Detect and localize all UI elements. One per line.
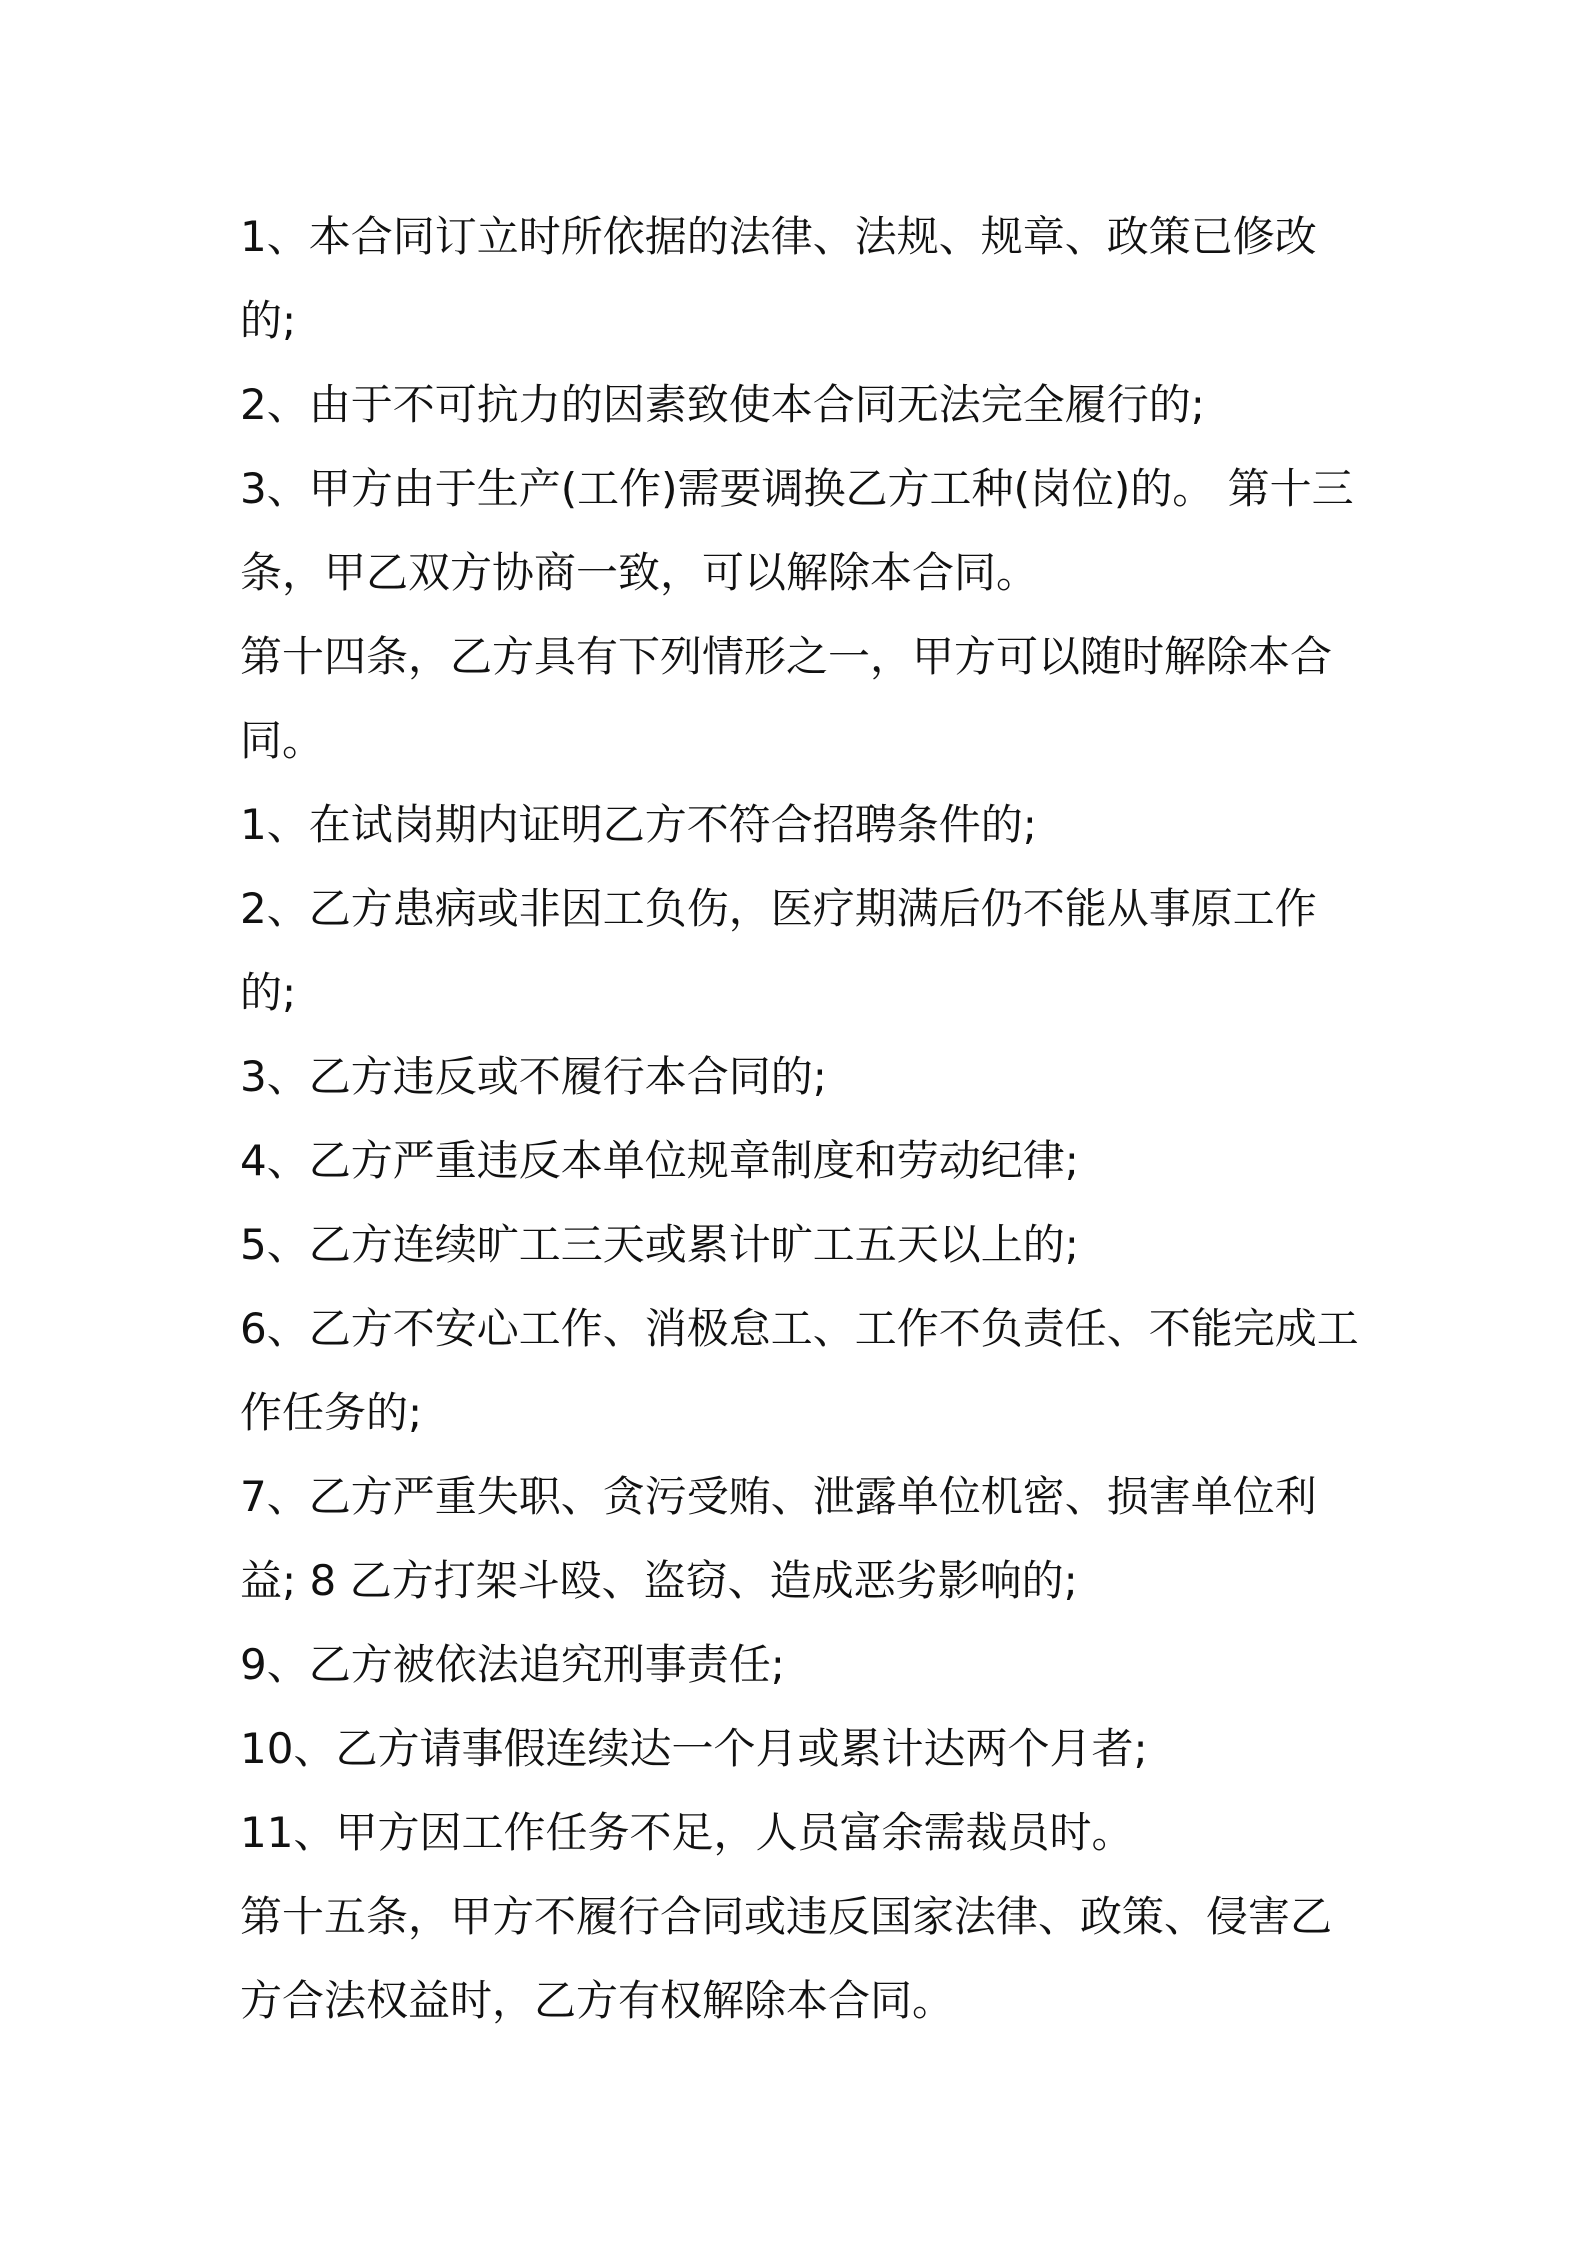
article-paragraph: 第十四条，乙方具有下列情形之一，甲方可以随时解除本合同。 (240, 632, 1333, 765)
clause-paragraph: 1、在试岗期内证明乙方不符合招聘条件的; (240, 800, 1037, 849)
clause-paragraph: 11、甲方因工作任务不足，人员富余需裁员时。 (240, 1808, 1134, 1857)
clause-paragraph: 5、乙方连续旷工三天或累计旷工五天以上的; (240, 1220, 1079, 1269)
clause-paragraph: 7、乙方严重失职、贪污受贿、泄露单位机密、损害单位利益; 8 乙方打架斗殴、盗窃、造成恶劣影响的; (240, 1472, 1317, 1605)
clause-paragraph: 10、乙方请事假连续达一个月或累计达两个月者; (240, 1724, 1148, 1773)
article-paragraph: 第十五条，甲方不履行合同或违反国家法律、政策、侵害乙方合法权益时，乙方有权解除本合同。 (240, 1892, 1333, 2025)
clause-paragraph: 3、乙方违反或不履行本合同的; (240, 1052, 827, 1101)
clause-paragraph: 1、本合同订立时所依据的法律、法规、规章、政策已修改的; (240, 212, 1317, 345)
clause-paragraph: 2、由于不可抗力的因素致使本合同无法完全履行的; (240, 380, 1205, 429)
clause-paragraph: 6、乙方不安心工作、消极怠工、工作不负责任、不能完成工作任务的; (240, 1304, 1359, 1437)
clause-paragraph: 3、甲方由于生产(工作)需要调换乙方工种(岗位)的。 第十三条，甲乙双方协商一致，可以解除本合同。 (240, 464, 1354, 597)
document-body (240, 195, 1360, 2043)
clause-paragraph: 9、乙方被依法追究刑事责任; (240, 1640, 785, 1689)
clause-paragraph: 2、乙方患病或非因工负伤，医疗期满后仍不能从事原工作的; (240, 884, 1317, 1017)
clause-paragraph: 4、乙方严重违反本单位规章制度和劳动纪律; (240, 1136, 1079, 1185)
